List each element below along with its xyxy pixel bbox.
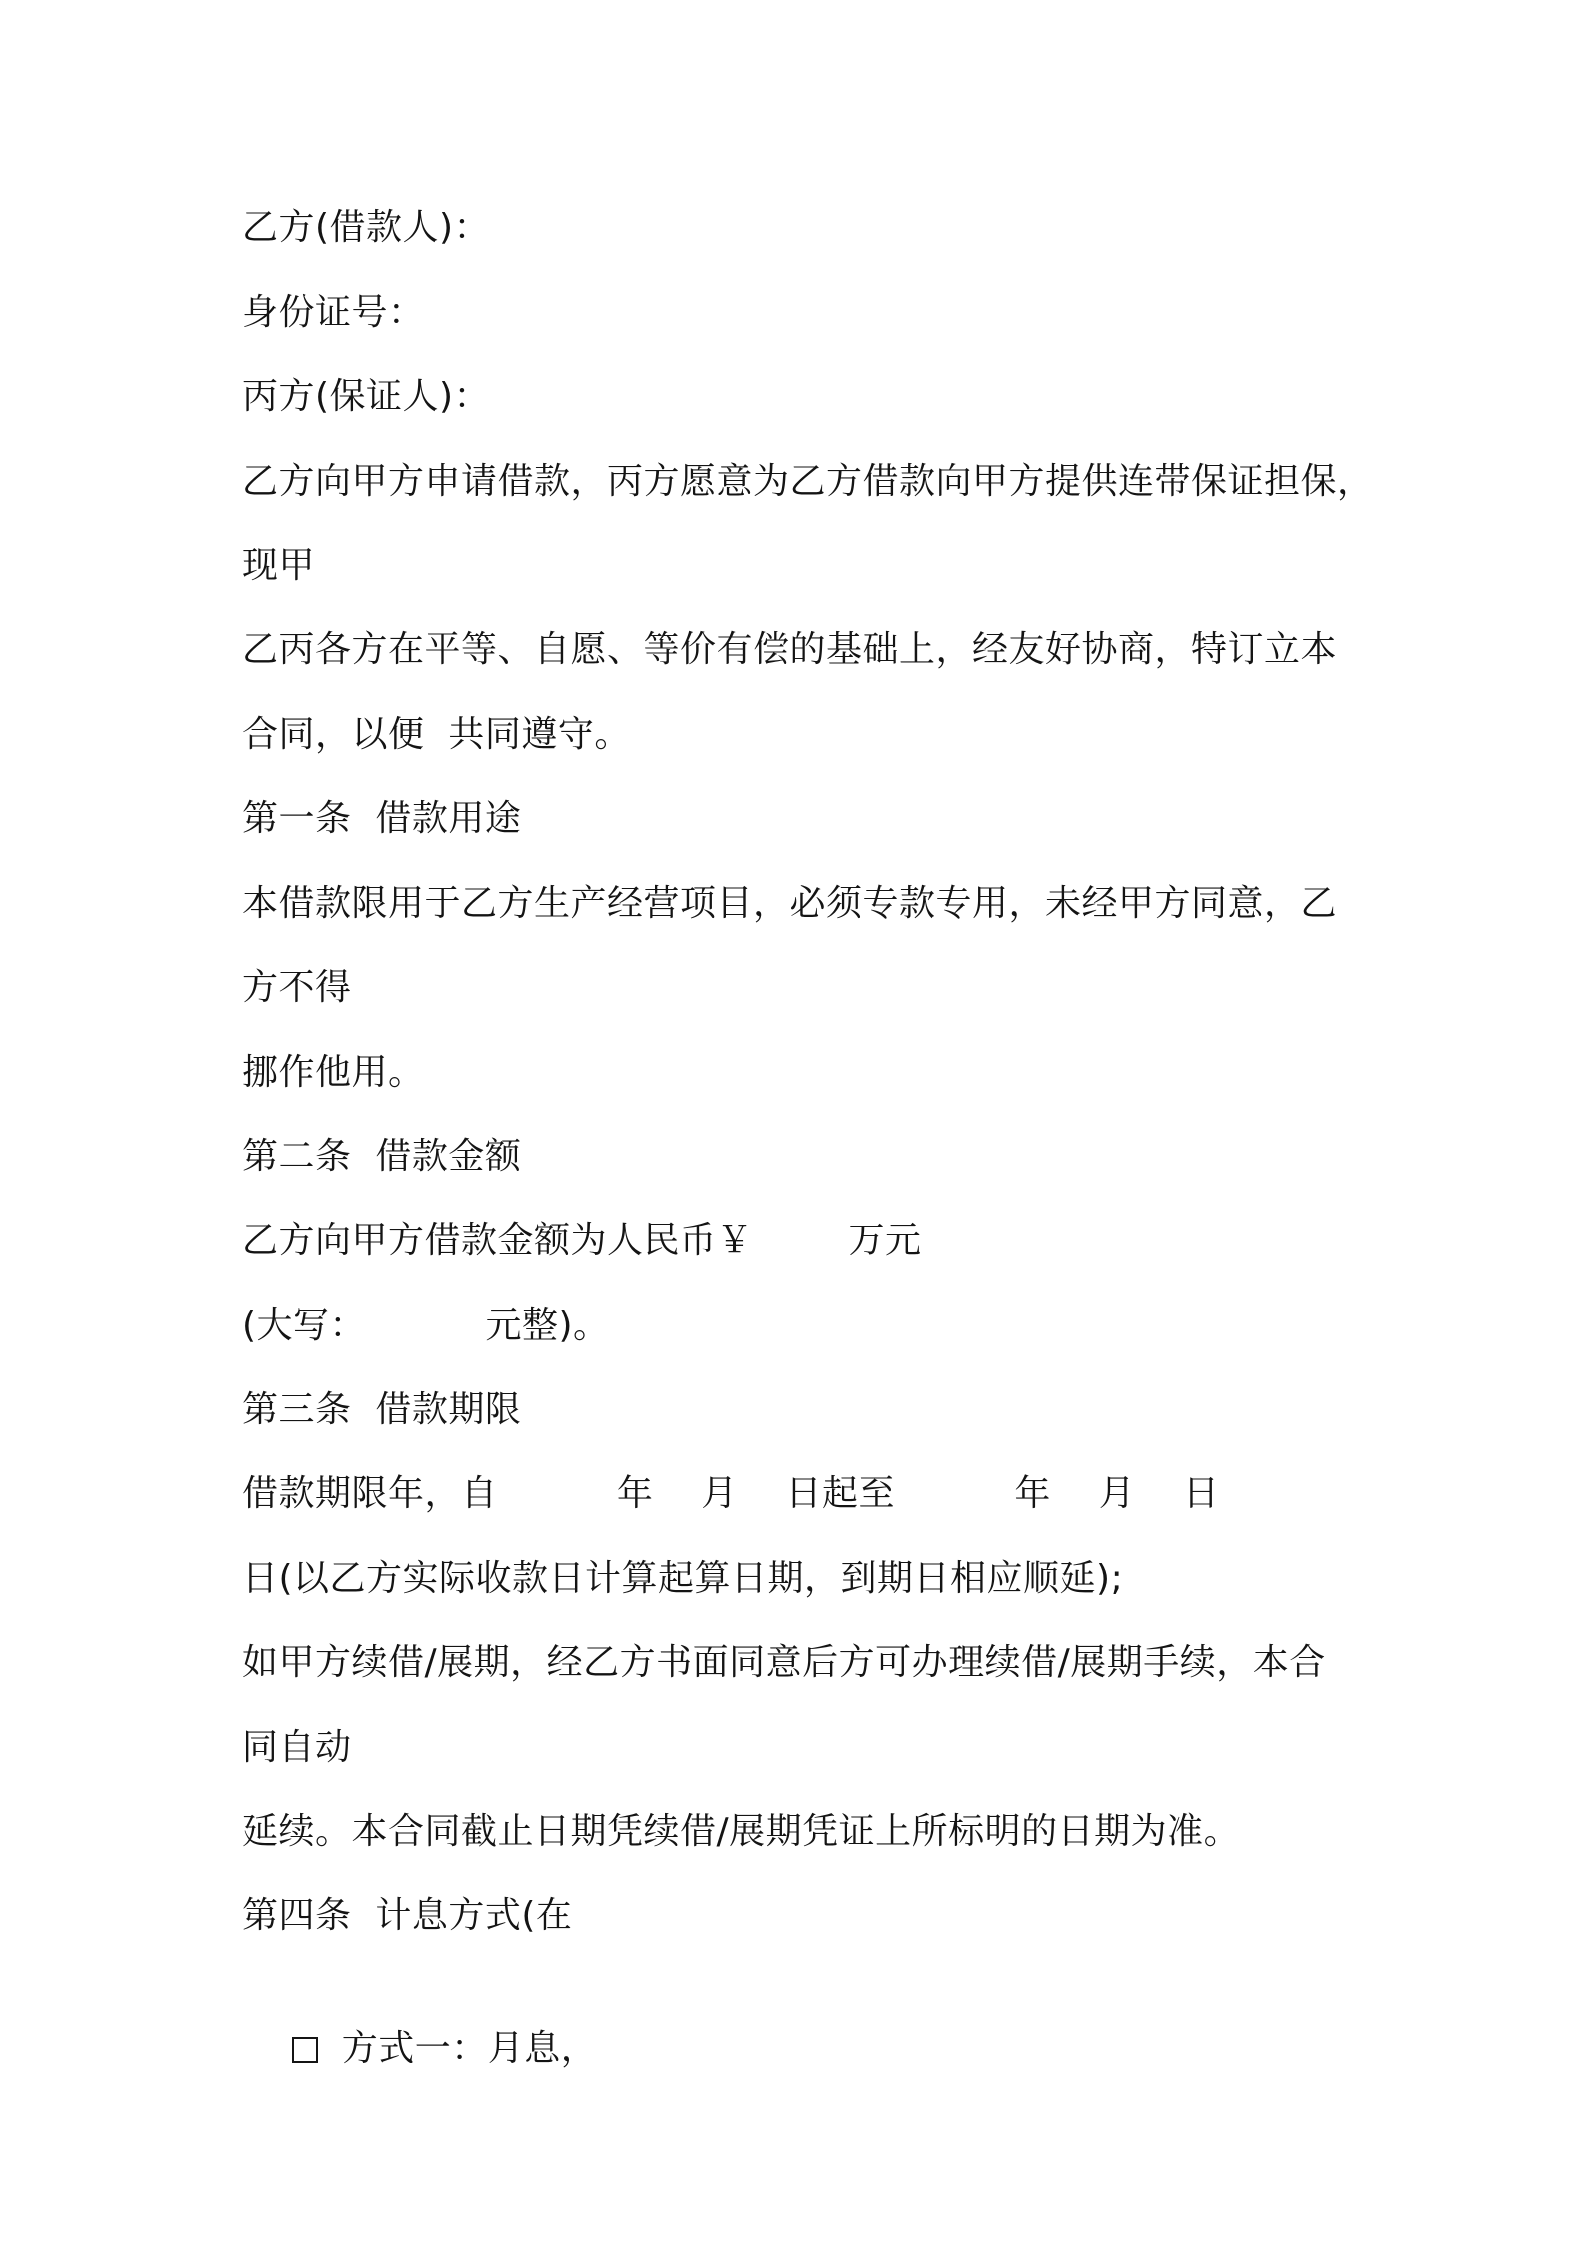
id-number-line: 身份证号： [242,292,425,333]
preamble-line-4: 合同，以便 共同遵守。 [242,714,631,755]
option-one-label: 方式一：月息， [341,2028,598,2069]
preamble-line-1: 乙方向甲方申请借款，丙方愿意为乙方借款向甲方提供连带保证担保， [242,461,1374,502]
article-1-text-line-2: 方不得 [242,967,352,1008]
renewal-line-3: 延续。本合同截止日期凭续借/展期凭证上所标明的日期为准。 [242,1811,1241,1852]
party-c-guarantor-line: 丙方(保证人)： [242,376,491,417]
party-b-borrower-line: 乙方(借款人)： [242,207,491,248]
article-1-text-line-3: 挪作他用。 [242,1052,425,1093]
loan-amount-line: 乙方向甲方借款金额为人民币￥ 万元 [242,1220,922,1261]
article-3-heading: 第三条 借款期限 [242,1389,522,1430]
preamble-line-3: 乙丙各方在平等、自愿、等价有偿的基础上，经友好协商，特订立本 [242,629,1338,670]
preamble-line-2: 现甲 [242,545,316,586]
option-one-checkbox[interactable] [292,2037,318,2063]
article-1-heading: 第一条 借款用途 [242,798,522,839]
loan-term-line: 借款期限年，自 年 月 日起至 年 月 日 [242,1473,1220,1514]
amount-in-words-line: (大写： 元整)。 [242,1305,610,1346]
renewal-line-2: 同自动 [242,1727,352,1768]
article-4-heading: 第四条 计息方式(在 [242,1895,573,1936]
article-2-heading: 第二条 借款金额 [242,1136,522,1177]
interest-option-one [242,1977,597,2121]
article-1-text-line-1: 本借款限用于乙方生产经营项目，必须专款专用，未经甲方同意，乙 [242,883,1338,924]
renewal-line-1: 如甲方续借/展期，经乙方书面同意后方可办理续借/展期手续，本合 [242,1642,1326,1683]
loan-term-note-line: 日(以乙方实际收款日计算起算日期，到期日相应顺延); [242,1558,1124,1599]
